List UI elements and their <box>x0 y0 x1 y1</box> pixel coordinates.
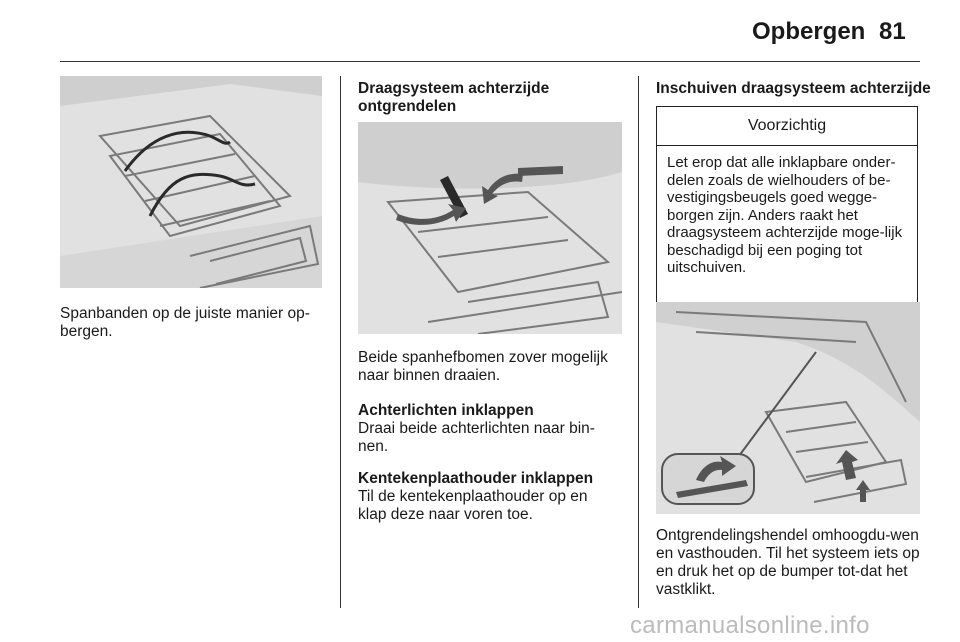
caution-title: Voorzichtig <box>657 107 917 146</box>
caution-text: Let erop dat alle inklapbare onder-delen zoals de wielhouders of be-vestigingsbeugels goed wegge-borgen zijn. Anders raakt het draagsysteem achterzijde moge-lijk beschadigd bij een poging tot uitschuiven. <box>667 154 903 276</box>
straps-illustration <box>60 76 322 288</box>
heading-rear-lights: Achterlichten inklappen <box>358 402 534 419</box>
section-heading-unlock: Draagsysteem achterzijde ontgrendelen <box>358 80 550 115</box>
unlock-instruction: Beide spanhefbomen zover mogelijk naar binnen draaien. <box>358 349 608 384</box>
insert-caption: Ontgrendelingshendel omhoogdu-wen en vasthouden. Til het systeem iets op en druk het op de bumper tot-dat het vastklikt. <box>656 527 920 598</box>
rear-lights-text: Draai beide achterlichten naar bin-nen. <box>358 420 595 455</box>
column-divider-1 <box>340 76 341 608</box>
column-divider-2 <box>638 76 639 608</box>
header-divider <box>60 61 920 62</box>
page-title: Opbergen <box>752 18 866 45</box>
section-heading-insert: Inschuiven draagsysteem achterzijde <box>656 80 931 97</box>
unlock-illustration <box>358 122 622 334</box>
heading-license-plate: Kentekenplaathouder inklappen <box>358 470 594 487</box>
insert-illustration <box>656 302 920 514</box>
straps-caption: Spanbanden op de juiste manier op-bergen. <box>60 305 310 340</box>
caution-box <box>656 106 918 306</box>
page-number: 81 <box>879 18 906 45</box>
license-plate-text: Til de kentekenplaathouder op en klap deze naar voren toe. <box>358 488 588 523</box>
watermark: carmanualsonline.info <box>630 612 870 639</box>
